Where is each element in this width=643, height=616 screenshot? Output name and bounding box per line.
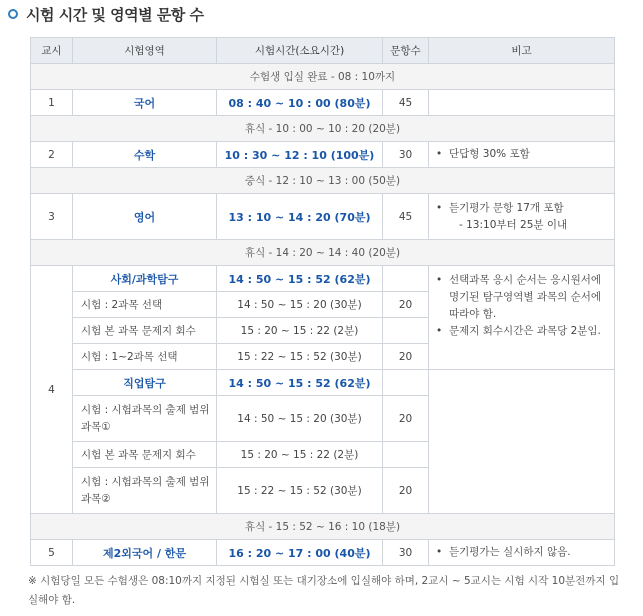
note-item: • 듣기평가는 실시하지 않음. <box>433 544 610 561</box>
period-number: 5 <box>31 540 73 566</box>
sub-time: 15 : 22 ~ 15 : 52 (30분) <box>217 344 383 370</box>
lunch-row <box>31 168 615 194</box>
period-5-row <box>31 540 615 566</box>
exam-time: 14 : 50 ~ 15 : 52 (62분) <box>217 370 383 396</box>
sub-label: 시험 본 과목 문제지 회수 <box>73 442 217 468</box>
sub-label: 시험 : 시험과목의 출제 범위 과목② <box>73 468 217 514</box>
exam-time: 14 : 50 ~ 15 : 52 (62분) <box>217 266 383 292</box>
sub-label: 시험 : 2과목 선택 <box>73 292 217 318</box>
question-count: 20 <box>383 468 429 514</box>
subject-group-name: 사회/과학탐구 <box>73 266 217 292</box>
note-item: • 선택과목 응시 순서는 응시원서에 명기된 탐구영역별 과목의 순서에 따라야 함. <box>433 272 610 323</box>
exam-time: 08 : 40 ~ 10 : 00 (80분) <box>217 90 383 116</box>
note-cell <box>429 90 615 116</box>
question-count <box>383 370 429 396</box>
exam-time: 13 : 10 ~ 14 : 20 (70분) <box>217 194 383 240</box>
sub-time: 15 : 20 ~ 15 : 22 (2분) <box>217 318 383 344</box>
period-3-row <box>31 194 615 240</box>
subject-name: 수학 <box>73 142 217 168</box>
question-count: 20 <box>383 396 429 442</box>
note-item: • 듣기평가 문항 17개 포함 <box>433 200 610 217</box>
circle-bullet-icon <box>8 9 18 19</box>
break-text: 휴식 - 15 : 52 ~ 16 : 10 (18분) <box>31 514 615 540</box>
subject-group-name: 직업탐구 <box>73 370 217 396</box>
note-cell <box>429 194 615 240</box>
sub-label: 시험 본 과목 문제지 회수 <box>73 318 217 344</box>
subject-name: 국어 <box>73 90 217 116</box>
question-count <box>383 442 429 468</box>
sub-time: 15 : 20 ~ 15 : 22 (2분) <box>217 442 383 468</box>
question-count: 20 <box>383 292 429 318</box>
page-title: 시험 시간 및 영역별 문항 수 <box>26 5 204 24</box>
header-time: 시험시간(소요시간) <box>217 38 383 64</box>
period-number: 4 <box>31 266 73 514</box>
header-period: 교시 <box>31 38 73 64</box>
break-row <box>31 116 615 142</box>
footnote: ※ 시험당일 모든 수험생은 08:10까지 지정된 시험실 또는 대기장소에 입실해야 하며, 2교시 ~ 5교시는 시험 시작 10분전까지 입실해야 함. <box>28 575 620 606</box>
note-subitem: - 13:10부터 25분 이내 <box>459 219 568 231</box>
exam-schedule-table <box>30 37 615 566</box>
lunch-text: 중식 - 12 : 10 ~ 13 : 00 (50분) <box>31 168 615 194</box>
sub-time: 15 : 22 ~ 15 : 52 (30분) <box>217 468 383 514</box>
note-cell <box>429 142 615 168</box>
exam-time: 16 : 20 ~ 17 : 00 (40분) <box>217 540 383 566</box>
sub-time: 14 : 50 ~ 15 : 20 (30분) <box>217 396 383 442</box>
header-subject: 시험영역 <box>73 38 217 64</box>
header-count: 문항수 <box>383 38 429 64</box>
note-item: • 단답형 30% 포함 <box>433 146 610 163</box>
period-4-group1-row <box>31 266 615 292</box>
entry-row <box>31 64 615 90</box>
period-4-group2-row <box>31 370 615 396</box>
sub-label: 시험 : 1~2과목 선택 <box>73 344 217 370</box>
break-text: 휴식 - 10 : 00 ~ 10 : 20 (20분) <box>31 116 615 142</box>
period-number: 1 <box>31 90 73 116</box>
break-row <box>31 240 615 266</box>
question-count: 30 <box>383 142 429 168</box>
question-count: 30 <box>383 540 429 566</box>
note-cell <box>429 370 615 514</box>
entry-text: 수험생 입실 완료 - 08 : 10까지 <box>31 64 615 90</box>
header-note: 비고 <box>429 38 615 64</box>
period-1-row <box>31 90 615 116</box>
note-item: • 문제지 회수시간은 과목당 2분임. <box>433 323 610 340</box>
subject-name: 제2외국어 / 한문 <box>73 540 217 566</box>
period-number: 2 <box>31 142 73 168</box>
note-cell <box>429 540 615 566</box>
subject-name: 영어 <box>73 194 217 240</box>
question-count <box>383 318 429 344</box>
section-title <box>8 4 204 24</box>
question-count <box>383 266 429 292</box>
period-2-row <box>31 142 615 168</box>
break-row <box>31 514 615 540</box>
question-count: 45 <box>383 90 429 116</box>
exam-time: 10 : 30 ~ 12 : 10 (100분) <box>217 142 383 168</box>
sub-time: 14 : 50 ~ 15 : 20 (30분) <box>217 292 383 318</box>
table-header-row <box>31 38 615 64</box>
question-count: 20 <box>383 344 429 370</box>
note-cell <box>429 266 615 370</box>
sub-label: 시험 : 시험과목의 출제 범위 과목① <box>73 396 217 442</box>
break-text: 휴식 - 14 : 20 ~ 14 : 40 (20분) <box>31 240 615 266</box>
question-count: 45 <box>383 194 429 240</box>
period-number: 3 <box>31 194 73 240</box>
